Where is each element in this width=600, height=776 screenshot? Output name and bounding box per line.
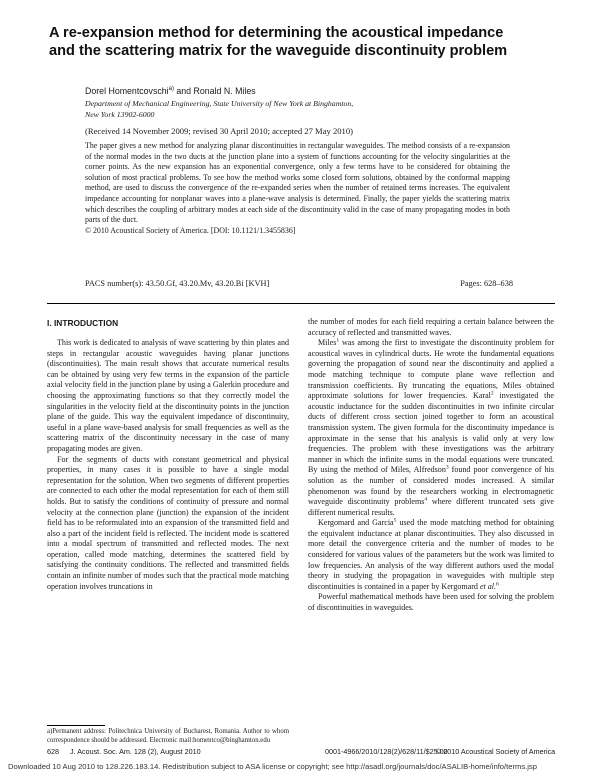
- text-run: Miles: [318, 338, 337, 348]
- doi: [DOI: 10.1121/1.3455836]: [208, 225, 296, 235]
- author-line: [85, 86, 256, 96]
- abstract-body: The paper gives a new method for analyzing planar discontinuities in rectangular waveguides. The method consists of a re-expansion of the normal modes in the two ducts at the junction plane into a system of functions accounting for the velocity singularities at the corner points. As the new expansion has an exponential convergence, only a few terms have to be considered for obtaining the solution of most practical problems. To see how the method works some closed form solutions, obtained by the conformal mapping method, are used to discuss the convergence of the re-expanded series when the number of retained terms increases. The equivalent impedance accounting for nonplanar waves into a plane-wave analysis is determined. Finally, the paper yields the scattering matrix which describes the coupling of arbitrary modes at each side of the discontinuity valid in the case of many propagating modes in both parts of the duct.: [85, 141, 510, 225]
- author-name: Ronald N. Miles: [193, 86, 256, 96]
- citation-mark: 3: [445, 464, 449, 471]
- paper-title: A re-expansion method for determining the acoustical impedance and the scattering matrix for the waveguide discontinuity problem: [49, 25, 508, 59]
- citation-mark: 6: [496, 581, 499, 588]
- text-run: where different truncated sets give different numerical results.: [308, 497, 554, 517]
- footer-copyright: © 2010 Acoustical Society of America: [436, 747, 556, 756]
- paragraph: Powerful mathematical methods have been used for solving the problem of discontinuities in waveguides.: [308, 592, 554, 613]
- paragraph: [308, 518, 554, 592]
- abstract: [85, 141, 510, 236]
- paragraph: For the segments of ducts with constant geometrical and physical properties, in many cases it is possible to have a single modal representation for the solution. When two segments of different properties are connected to each other the modal representation for each of them still holds. But to satisfy the conditions of continuity of pressure and normal velocity at the connection plane (junction) the expansion of the incident field has to be reformulated into an expansion of the transmitted field and also a part of the incident field is reflected. The incident mode is scattered into a modal spectrum of transmitted and reflected modes. The next operation, called mode matching, determines the scattered field by satisfying the continuity conditions. The reflected and transmitted fields contain an infinite number of modes such that the practical mode matching operation involves truncations in: [47, 454, 289, 591]
- download-notice: Downloaded 10 Aug 2010 to 128.226.183.14. Redistribution subject to ASA license or copyright; see http://asadl.org/journals/doc/ASALIB-home/info/terms.jsp: [8, 762, 537, 771]
- text-run: Kergomard and Garcia: [318, 518, 394, 528]
- affiliation-line: New York 13902-6000: [85, 109, 155, 119]
- page-number: 628: [47, 747, 59, 756]
- author-conjunction: and: [173, 86, 194, 96]
- citation-mark: 5: [393, 517, 397, 524]
- author-name: Dorel Homentcovschi: [85, 86, 169, 96]
- section-heading: I. INTRODUCTION: [47, 318, 119, 328]
- copyright-notice: © 2010 Acoustical Society of America.: [85, 225, 209, 235]
- footnote-divider: [47, 725, 105, 726]
- abstract-copyright-line: [85, 226, 510, 237]
- text-run: investigated the acoustic inductance for the sudden discontinuities in two infinite circular ducts of different cross section joined together to form an acoustical transmission system. The given formula for the discontinuity impedance is approximate in the sense that his analysis is valid only at very low frequencies. The problem with these investigations was the arbitrary manner in which the infinite sums in the modal equations were truncated. By using the method of Miles, Alfredson: [308, 391, 554, 475]
- text-run: et al.: [479, 581, 497, 591]
- text-run: was among the first to investigate the discontinuity problem for acoustical waves in cylindrical ducts. He wrote the fundamental equations governing the propagation of sound near the discontinuity and applied a mode matching technique to compute plane wave reflection and transmission coefficients. By truncating the equations, Miles obtained approximate solutions for lower frequencies. Karal: [308, 338, 554, 401]
- paragraph: This work is dedicated to analysis of wave scattering by thin plates and steps in rectangular acoustic waveguides having planar junctions (discontinuities). The main result shows that accurate numerical results can be obtained by using very few terms in the expansion of the particle axial velocity field in the junction plane by using a Galerkin procedure and choosing the approximating functions so that they correctly model the singularities in the velocity field at the discontinuity points in the junction plane of the guide. This way the equivalent impedance of discontinuity, useful in a plane wave-based analysis for small frequencies as well as the scattering matrix of the discontinuity necessary in the case of many propagating modes are given.: [47, 338, 289, 453]
- text-run: found poor convergence of his solution as the number of considered modes increased. A similar phenomenon was found by the researchers working in electromagnetic waveguide discontinuity problems: [308, 465, 554, 507]
- citation-mark: 4: [424, 496, 428, 503]
- received-dates: (Received 14 November 2009; revised 30 April 2010; accepted 27 May 2010): [85, 126, 354, 136]
- citation-mark: 2: [490, 390, 494, 397]
- footnote: a)Permanent address: Politechnica University of Bucharest, Romania. Author to whom correspondence should be addressed. Electronic mail:homentco@binghamton.edu: [47, 728, 289, 744]
- citation-mark: 1: [336, 337, 340, 344]
- author-footnote-mark: a): [168, 86, 174, 93]
- pacs-numbers: PACS number(s): 43.50.Gf, 43.20.Mv, 43.20.Bi [KVH]: [85, 279, 270, 288]
- article-code: 0001-4966/2010/128(2)/628/11/$25.00: [325, 747, 448, 756]
- left-column: [47, 338, 289, 592]
- header-divider: [47, 303, 555, 304]
- text-run: used the mode matching method for obtaining the equivalent inductance at planar discontinuities. They also discussed in more detail the convergence criteria and the number of modes to be considered for various values of the parameters but the work was limited to low frequencies. An analysis of the way different authors used the modal theory in studying the propagation in waveguides with multiple step discontinuities is contained in a paper by Kergomard: [308, 518, 554, 591]
- affiliation: [85, 99, 485, 120]
- paragraph: the number of modes for each field requiring a certain balance between the accuracy of reflected and transmitted waves.: [308, 317, 554, 337]
- right-column: [308, 317, 554, 614]
- page-range: Pages: 628–638: [460, 279, 513, 288]
- paragraph: [308, 338, 554, 518]
- affiliation-line: Department of Mechanical Engineering, State University of New York at Binghamton,: [85, 99, 354, 108]
- journal-citation: J. Acoust. Soc. Am. 128 (2), August 2010: [70, 747, 201, 756]
